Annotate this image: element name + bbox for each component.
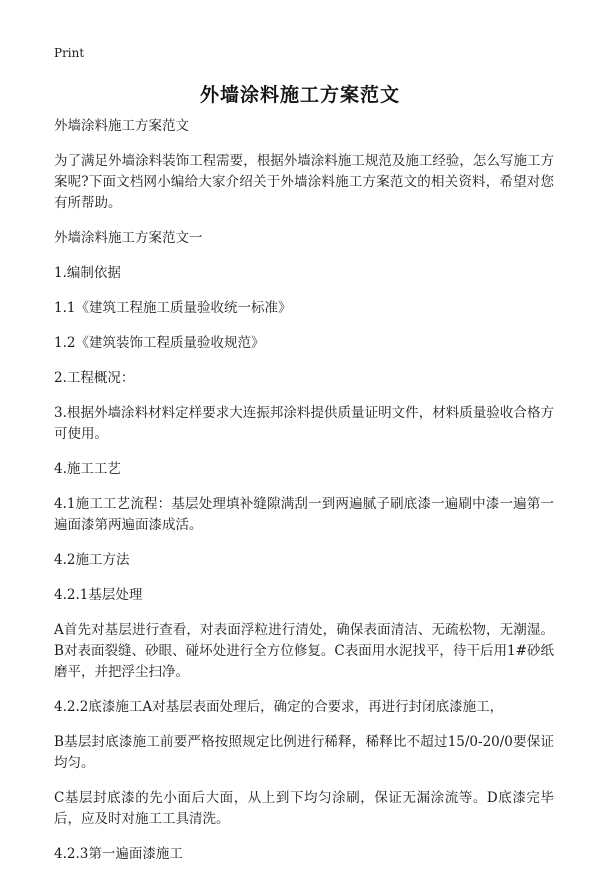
paragraph: B基层封底漆施工前要严格按照规定比例进行稀释，稀释比不超过15/0-20/0要保证均匀。 bbox=[54, 734, 554, 771]
paragraph: 4.2施工方法 bbox=[54, 552, 130, 568]
paragraph: 4.2.3第一遍面漆施工 bbox=[54, 846, 183, 862]
paragraph: 4.2.1基层处理 bbox=[54, 587, 143, 603]
paragraph: 4.2.2底漆施工A对基层表面处理后，确定的合要求，再进行封闭底漆施工， bbox=[54, 699, 504, 715]
document-body bbox=[54, 116, 554, 879]
document-title: 外墙涂料施工方案范文 bbox=[199, 84, 400, 106]
paragraph: 1.编制依据 bbox=[54, 265, 121, 281]
paragraph: C基层封底漆的先小面后大面，从上到下均匀涂刷，保证无漏涂流等。D底漆完毕后，应及时对施工工具清洗。 bbox=[54, 790, 554, 827]
paragraph: 3.根据外墙涂料材料定样要求大连振邦涂料提供质量证明文件，材料质量验收合格方可使用。 bbox=[54, 405, 554, 442]
paragraph: 2.工程概况： bbox=[54, 370, 135, 386]
paragraph: 为了满足外墙涂料装饰工程需要，根据外墙涂料施工规范及施工经验，怎么写施工方案呢?下面文档网小编给大家介绍关于外墙涂料施工方案范文的相关资料，希望对您有所帮助。 bbox=[54, 153, 554, 211]
paragraph: A首先对基层进行查看，对表面浮粒进行清处，确保表面清洁、无疏松物，无潮湿。B对表面裂缝、砂眼、碰坏处进行全方位修复。C表面用水泥找平，待干后用1#砂纸磨平，并把浮尘扫净。 bbox=[54, 622, 554, 680]
paragraph: 外墙涂料施工方案范文 bbox=[54, 118, 189, 134]
paragraph: 外墙涂料施工方案范文一 bbox=[54, 230, 203, 246]
print-label[interactable]: Print bbox=[54, 46, 85, 60]
paragraph: 1.1《建筑工程施工质量验收统一标准》 bbox=[54, 300, 292, 316]
paragraph: 4.施工工艺 bbox=[54, 461, 121, 477]
paragraph: 1.2《建筑装饰工程质量验收规范》 bbox=[54, 335, 265, 351]
paragraph: 4.1施工工艺流程：基层处理填补缝隙满刮一到两遍腻子刷底漆一遍刷中漆一遍第一遍面漆第两遍面漆成活。 bbox=[54, 496, 554, 533]
